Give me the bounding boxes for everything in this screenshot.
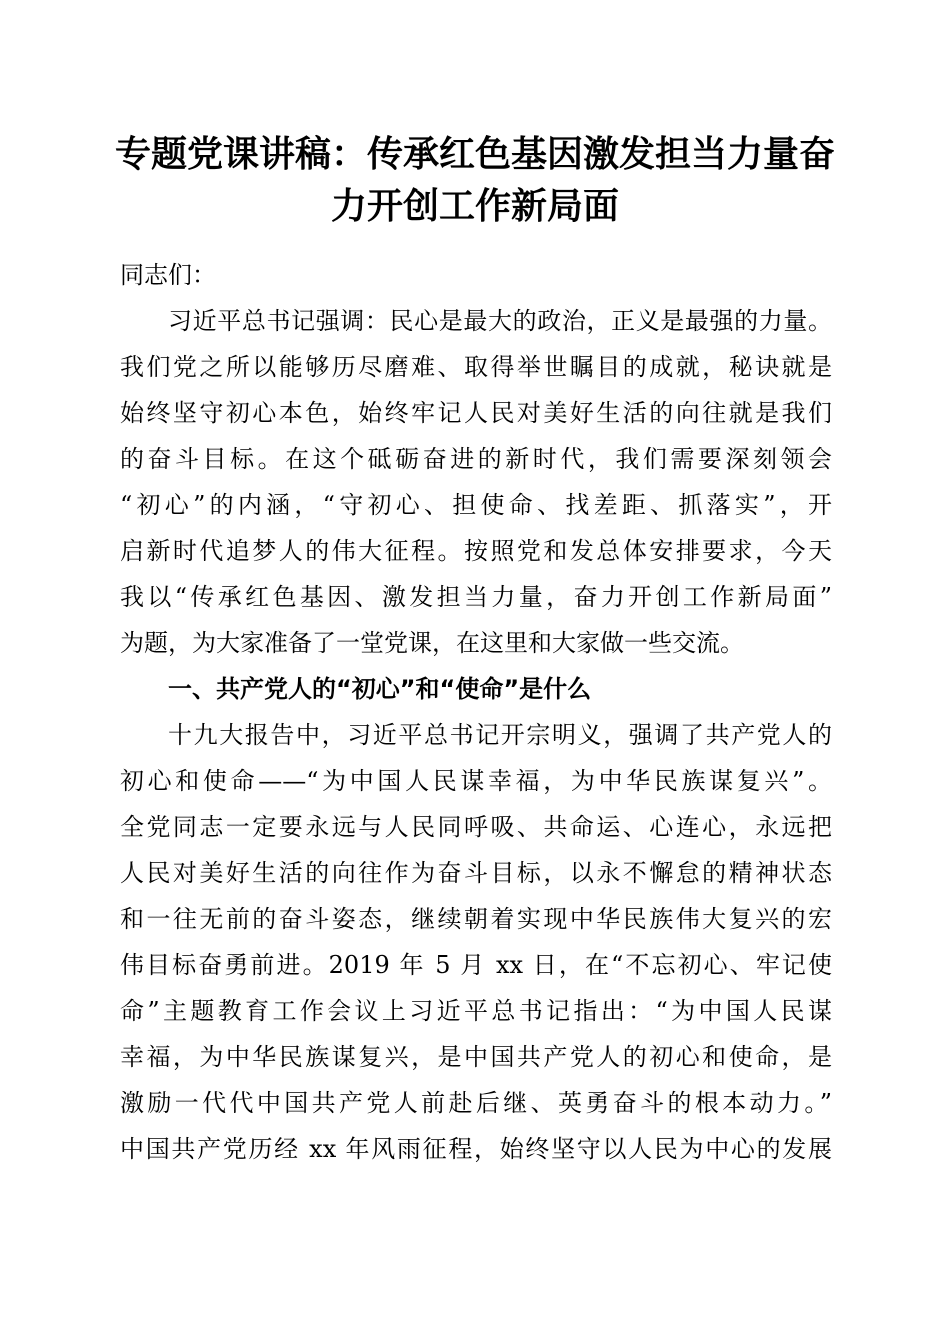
title-line-2: 力开创工作新局面 (330, 185, 619, 227)
paragraph-2-line: 十九大报告中，习近平总书记开宗明义，强调了共产党人的 (168, 721, 832, 749)
document-title (100, 128, 850, 232)
document-body (120, 252, 832, 1172)
paragraph-1-line: 为题，为大家准备了一堂党课，在这里和大家做一些交流。 (120, 629, 744, 657)
paragraph-2-line: 幸福，为中华民族谋复兴，是中国共产党人的初心和使命，是 (120, 1043, 832, 1071)
salutation: 同志们： (120, 261, 216, 289)
paragraph-1-line: 我们党之所以能够历尽磨难、取得举世瞩目的成就，秘诀就是 (120, 353, 832, 381)
paragraph-2-line: 伟目标奋勇前进。2019 年 5 月 xx 日，在“不忘初心、牢记使 (120, 951, 832, 979)
paragraph-1 (120, 298, 832, 666)
paragraph-2-line: 和一往无前的奋斗姿态，继续朝着实现中华民族伟大复兴的宏 (120, 905, 832, 933)
paragraph-2-line: 全党同志一定要永远与人民同呼吸、共命运、心连心，永远把 (120, 813, 832, 841)
paragraph-2 (120, 712, 832, 1172)
paragraph-2-line: 人民对美好生活的向往作为奋斗目标，以永不懈怠的精神状态 (120, 859, 832, 887)
section-heading-1: 一、共产党人的“初心”和“使命”是什么 (168, 675, 592, 703)
paragraph-2-line: 中国共产党历经 xx 年风雨征程，始终坚守以人民为中心的发展 (120, 1135, 832, 1163)
paragraph-1-line: 始终坚守初心本色，始终牢记人民对美好生活的向往就是我们 (120, 399, 832, 427)
paragraph-1-line: 我以“传承红色基因、激发担当力量，奋力开创工作新局面” (120, 583, 832, 611)
paragraph-1-line: 启新时代追梦人的伟大征程。按照党和发总体安排要求，今天 (120, 537, 832, 565)
paragraph-2-line: 初心和使命——“为中国人民谋幸福，为中华民族谋复兴”。 (120, 767, 832, 795)
title-line-1: 专题党课讲稿：传承红色基因激发担当力量奋 (114, 133, 835, 175)
paragraph-2-line: 命”主题教育工作会议上习近平总书记指出：“为中国人民谋 (120, 997, 832, 1025)
paragraph-1-line: 习近平总书记强调：民心是最大的政治，正义是最强的力量。 (168, 307, 832, 335)
paragraph-2-line: 激励一代代中国共产党人前赴后继、英勇奋斗的根本动力。” (120, 1089, 832, 1117)
paragraph-1-line: “初心”的内涵，“守初心、担使命、找差距、抓落实”，开 (120, 491, 832, 519)
paragraph-1-line: 的奋斗目标。在这个砥砺奋进的新时代，我们需要深刻领会 (120, 445, 832, 473)
